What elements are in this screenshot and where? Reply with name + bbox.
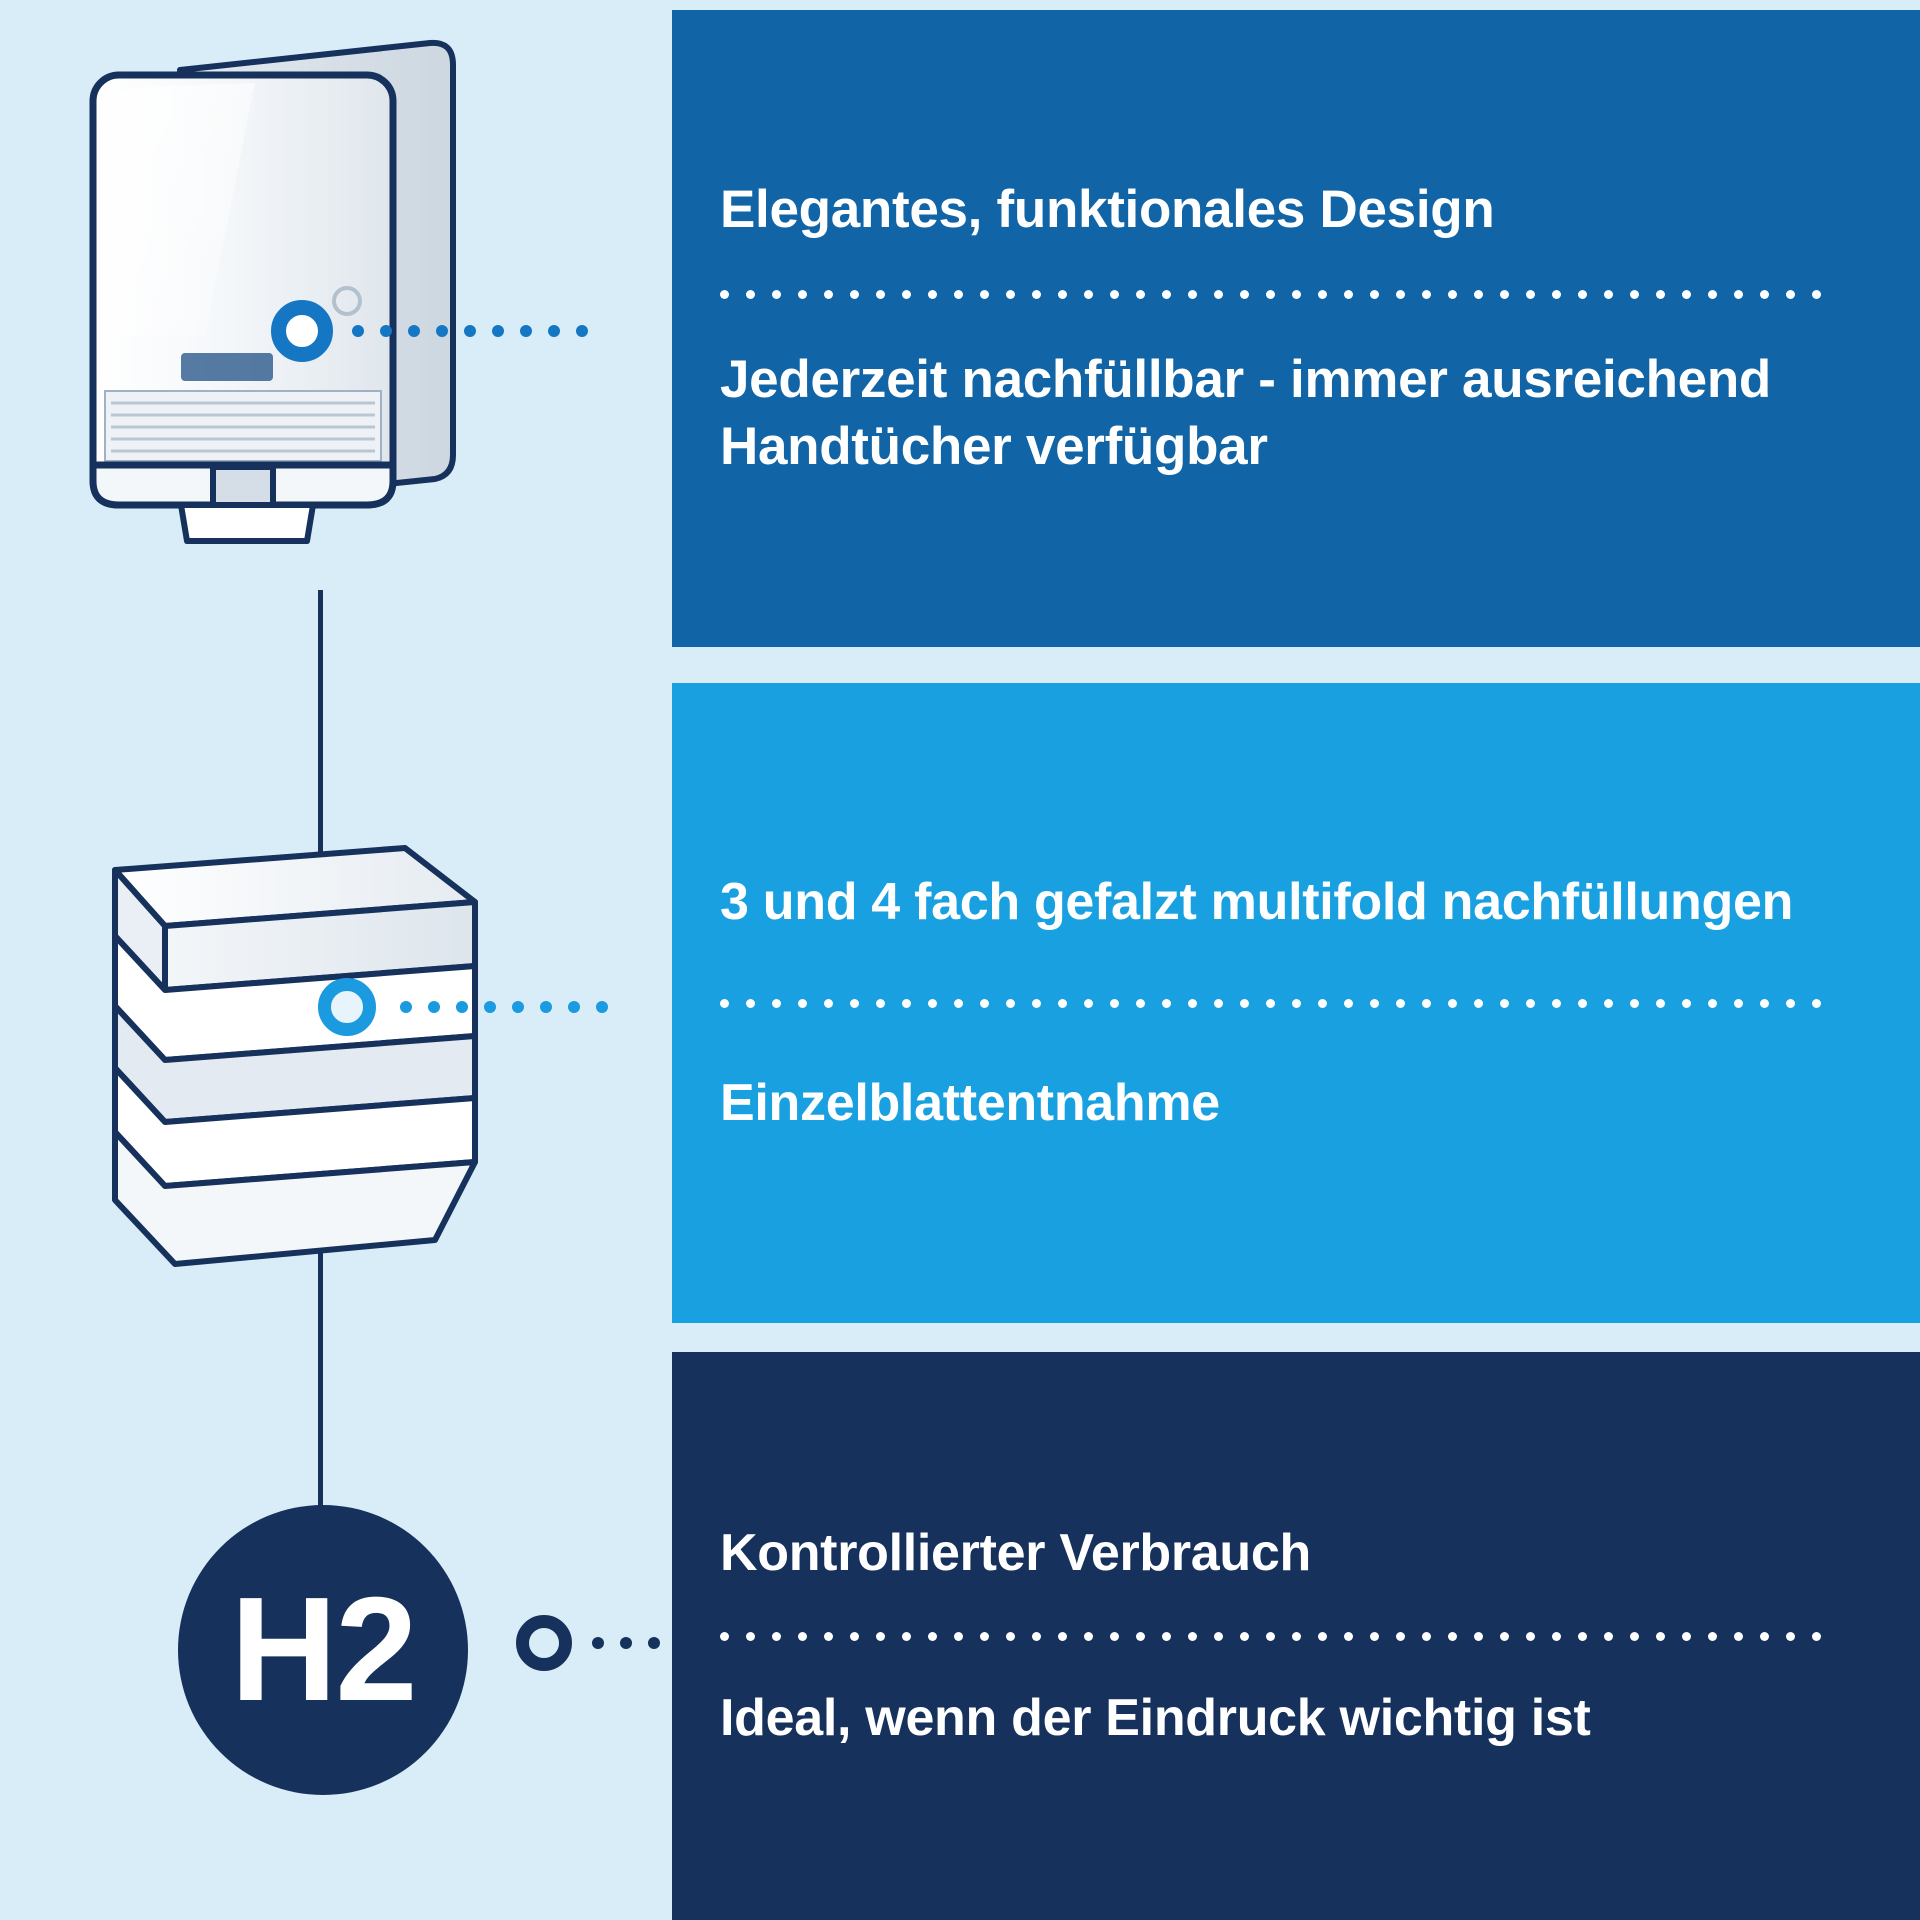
panel-consumption-divider [720,1631,1872,1641]
leader-line-refill [400,1001,608,1013]
panel-design-line-2: Jederzeit nachfüllbar - immer ausreichend Handtücher verfügbar [720,349,1771,477]
towels-marker-ring [318,978,376,1036]
panel-refill-divider [720,998,1872,1008]
illustration-column [0,0,672,1920]
panel-design-divider [720,290,1872,300]
panel-consumption-line-2: Ideal, wenn der Eindruck wichtig ist [720,1689,1591,1747]
system-code-badge [178,1505,468,1795]
panel-refill [672,683,1920,1323]
badge-marker-ring [516,1615,572,1671]
panel-refill-line-1: 3 und 4 fach gefalzt multifold nachfüllungen [720,873,1794,932]
panel-consumption [672,1352,1920,1920]
panel-refill-line-2: Einzelblattentnahme [720,1074,1220,1132]
feature-panels [672,0,1920,1920]
panel-design-line-1: Elegantes, funktionales Design [720,179,1495,239]
panel-design [672,10,1920,647]
panel-consumption-line-1: Kontrollierter Verbrauch [720,1524,1311,1583]
folded-paper-towels-illustration [105,840,535,1290]
dispenser-marker-ring [271,300,333,362]
system-code-label: H2 [230,1567,416,1732]
leader-line-design [352,325,588,337]
